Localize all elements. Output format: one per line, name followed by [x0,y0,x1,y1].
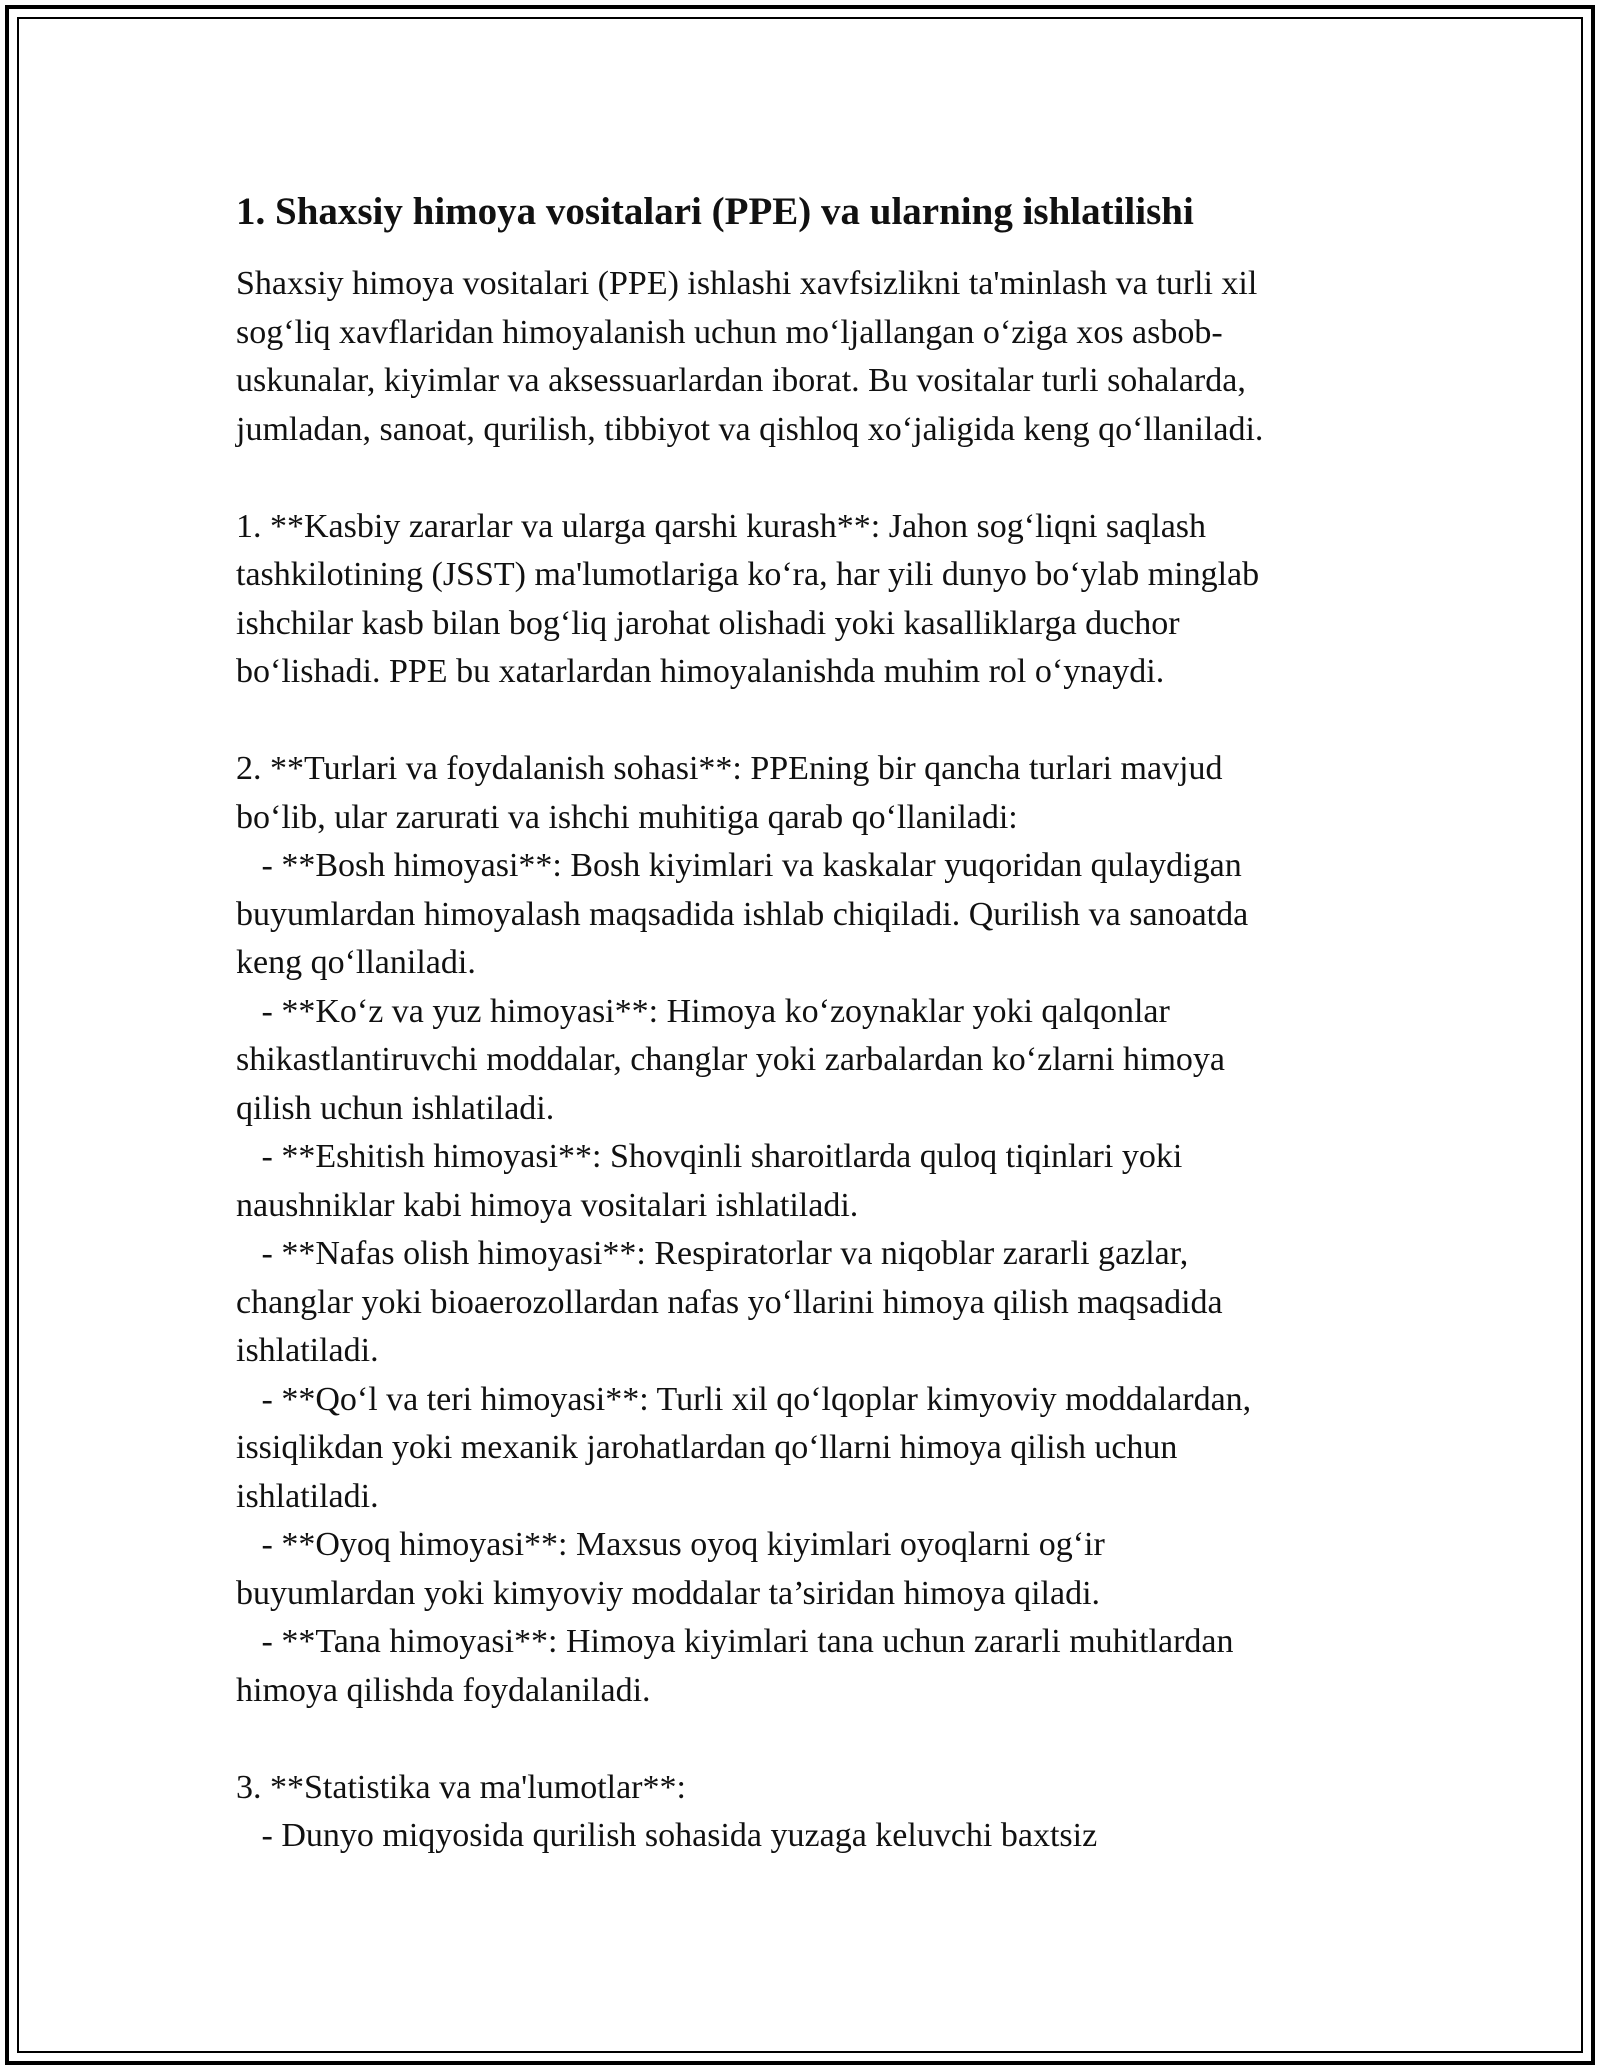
text-line: qilish uchun ishlatiladi. [236,1089,555,1127]
list-item-line: - **Nafas olish himoyasi**: Respiratorlar va niqoblar zararli gazlar, [236,1235,1189,1272]
paragraph-gap [236,1715,1366,1764]
list-item-line: - Dunyo miqyosida qurilish sohasida yuzaga keluvchi baxtsiz [236,1817,1098,1854]
text-line: buyumlardan yoki kimyoviy moddalar ta’siridan himoya qiladi. [236,1574,1101,1612]
list-item-line: - **Bosh himoyasi**: Bosh kiyimlari va kaskalar yuqoridan qulaydigan [236,847,1242,884]
text-line: uskunalar, kiyimlar va aksessuarlardan iborat. Bu vositalar turli sohalarda, [236,362,1246,399]
text-line: buyumlardan himoyalash maqsadida ishlab chiqiladi. Qurilish va sanoatda [236,895,1249,933]
text-line: bo‘lib, ular zarurati va ishchi muhitiga qarab qo‘llaniladi: [236,798,1018,836]
list-item-line: - **Ko‘z va yuz himoyasi**: Himoya ko‘zoynaklar yoki qalqonlar [236,992,1170,1030]
text-line: jumladan, sanoat, qurilish, tibbiyot va qishloq xo‘jaligida keng qo‘llaniladi. [236,410,1264,448]
text-line: tashkilotining (JSST) ma'lumotlariga ko‘ra, har yili dunyo bo‘ylab minglab [236,556,1260,593]
text-line: sog‘liq xavflaridan himoyalanish uchun mo‘ljallangan o‘ziga xos asbob- [236,313,1223,351]
text-line: 3. **Statistika va ma'lumotlar**: [236,1768,686,1806]
list-item-line: - **Tana himoyasi**: Himoya kiyimlari tana uchun zararli muhitlardan [236,1623,1234,1660]
text-line: issiqlikdan yoki mexanik jarohatlardan qo‘llarni himoya qilish uchun [236,1429,1178,1466]
document-title: 1. Shaxsiy himoya vositalari (PPE) va ularning ishlatilishi [236,190,1194,233]
list-item-line: - **Qo‘l va teri himoyasi**: Turli xil qo‘lqoplar kimyoviy moddalardan, [236,1380,1252,1418]
text-line: shikastlantiruvchi moddalar, changlar yoki zarbalardan ko‘zlarni himoya [236,1041,1226,1078]
section-point-2 [236,745,1366,1715]
text-line: Shaxsiy himoya vositalari (PPE) ishlashi xavfsizlikni ta'minlash va turli xil [236,265,1258,302]
section-point-1 [236,503,1366,697]
section-point-3 [236,1764,1366,1861]
paragraph-gap [236,697,1366,746]
list-item-line: - **Eshitish himoyasi**: Shovqinli sharoitlarda quloq tiqinlari yoki [236,1138,1183,1175]
document-body [236,186,1366,1861]
paragraph-gap [236,454,1366,503]
text-line: naushniklar kabi himoya vositalari ishlatiladi. [236,1186,859,1224]
text-line: ishlatiladi. [236,1332,379,1369]
text-line: ishchilar kasb bilan bog‘liq jarohat olishadi yoki kasalliklarga duchor [236,604,1180,642]
list-item-line: - **Oyoq himoyasi**: Maxsus oyoq kiyimlari oyoqlarni og‘ir [236,1526,1105,1563]
intro-paragraph [236,260,1366,454]
text-line: keng qo‘llaniladi. [236,944,476,981]
text-line: ishlatiladi. [236,1477,379,1515]
text-line: 2. **Turlari va foydalanish sohasi**: PPEning bir qancha turlari mavjud [236,750,1223,787]
text-line: bo‘lishadi. PPE bu xatarlardan himoyalanishda muhim rol o‘ynaydi. [236,653,1165,690]
text-line: himoya qilishda foydalaniladi. [236,1671,651,1709]
text-line: changlar yoki bioaerozollardan nafas yo‘llarini himoya qilish maqsadida [236,1283,1223,1321]
text-line: 1. **Kasbiy zararlar va ularga qarshi kurash**: Jahon sog‘liqni saqlash [236,507,1207,545]
